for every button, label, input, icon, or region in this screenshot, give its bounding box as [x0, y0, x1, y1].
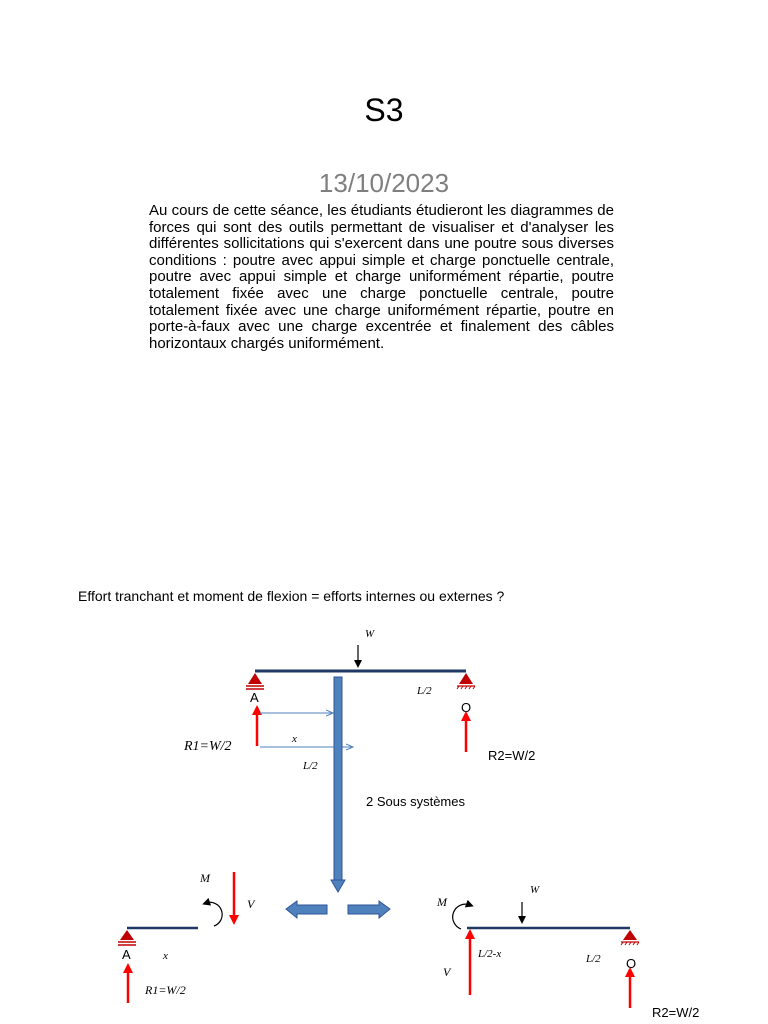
intro-paragraph: Au cours de cette séance, les étudiants étudieront les diagrammes de forces qui sont des outils permettant de visualiser et d'analyser les différentes sollicitations qui s'exercent dans une poutre sous diverses conditions : poutre avec appui simple et charge ponctuelle centrale, poutre avec appui simple et charge uniformément répartie, poutre totalement fixée avec une charge ponctuelle centrale, poutre totalement fixée avec une charge uniformément répartie, poutre en porte-à-faux avec une charge excentrée et finalement des câbles horizontaux chargés uniformément. — [149, 202, 614, 352]
reaction-left-label: R1=W/2 — [184, 739, 232, 754]
support-a-label: A — [250, 690, 259, 705]
reaction-right-label: R2=W/2 — [488, 748, 536, 763]
top-half-length-label-2: L/2 — [303, 760, 318, 772]
top-half-length-label: L/2 — [417, 685, 432, 697]
left-support-triangle — [120, 930, 134, 940]
page-date: 13/10/2023 — [318, 168, 450, 198]
page-title: S3 — [364, 92, 404, 128]
left-x-label: x — [163, 950, 168, 962]
question-text: Effort tranchant et moment de flexion = efforts internes ou externes ? — [78, 588, 505, 604]
right-reaction-label: R2=W/2 — [652, 1005, 700, 1020]
top-load-label: W — [365, 628, 375, 640]
top-x-label: x — [292, 733, 297, 745]
left-moment-label: M — [200, 871, 210, 885]
support-o-triangle — [459, 673, 473, 684]
right-segment-label: L/2-x — [478, 948, 502, 960]
subsystems-label: 2 Sous systèmes — [366, 794, 465, 809]
right-load-label: W — [530, 884, 540, 896]
support-a-triangle — [248, 673, 262, 684]
right-support-triangle — [623, 930, 637, 940]
block-arrow-left — [286, 901, 327, 918]
support-o-label: O — [461, 700, 472, 715]
left-moment-arc — [206, 902, 222, 926]
left-reaction-label: R1=W/2 — [145, 983, 186, 997]
split-arrow-shaft — [334, 677, 342, 881]
left-support-label: A — [122, 947, 131, 962]
right-moment-arc — [453, 904, 470, 929]
right-moment-label: M — [437, 895, 447, 909]
right-support-label: O — [626, 956, 637, 971]
split-arrow-head — [331, 880, 345, 892]
left-shear-label: V — [247, 897, 255, 911]
right-half-length-label: L/2 — [586, 953, 601, 965]
right-shear-label: V — [443, 965, 451, 979]
block-arrow-right — [348, 901, 390, 918]
